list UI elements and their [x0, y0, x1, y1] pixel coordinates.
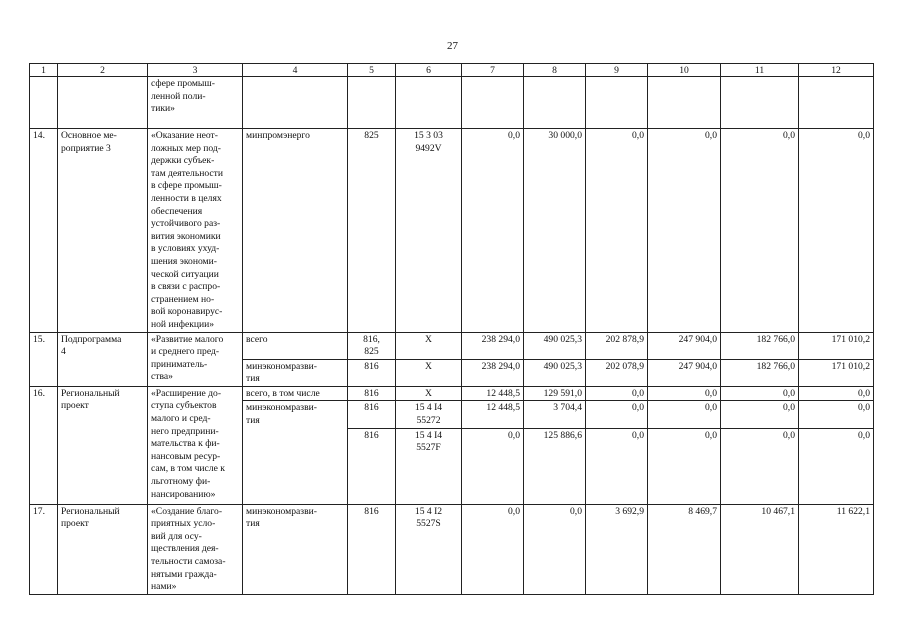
header-cell: 6 — [396, 64, 462, 77]
value-cell: 171 010,2 — [799, 359, 874, 386]
table-row-15 — [30, 332, 874, 359]
value-cell: 0,0 — [648, 428, 721, 504]
value-cell: 0,0 — [721, 386, 799, 401]
header-cell: 5 — [348, 64, 396, 77]
header-cell: 12 — [799, 64, 874, 77]
row-number: 15. — [30, 332, 58, 386]
value-cell: 3 692,9 — [586, 504, 648, 594]
header-cell: 4 — [243, 64, 348, 77]
value-cell: 0,0 — [462, 129, 524, 333]
value-cell: 0,0 — [799, 401, 874, 428]
value-cell: 171 010,2 — [799, 332, 874, 359]
value-cell: 3 704,4 — [524, 401, 586, 428]
value-cell: 11 622,1 — [799, 504, 874, 594]
grbs-code: 816 — [348, 359, 396, 386]
value-cell: 0,0 — [586, 428, 648, 504]
grbs-code: 816 — [348, 386, 396, 401]
header-cell: 2 — [58, 64, 148, 77]
executor: минэкономразви- тия — [243, 359, 348, 386]
grbs-code: 816 — [348, 504, 396, 594]
program-type: Основное ме- роприятие 3 — [58, 129, 148, 333]
table-row-continuation — [30, 77, 874, 129]
value-cell: 0,0 — [648, 129, 721, 333]
value-cell: 247 904,0 — [648, 332, 721, 359]
budget-table — [29, 63, 874, 595]
value-cell: 0,0 — [586, 401, 648, 428]
kbk-code: X — [396, 386, 462, 401]
value-cell: 10 467,1 — [721, 504, 799, 594]
value-cell: 125 886,6 — [524, 428, 586, 504]
value-cell: 490 025,3 — [524, 332, 586, 359]
value-cell: 490 025,3 — [524, 359, 586, 386]
value-cell: 238 294,0 — [462, 332, 524, 359]
program-name: сфере промыш- ленной поли- тики» — [148, 77, 243, 129]
value-cell: 0,0 — [799, 428, 874, 504]
value-cell: 247 904,0 — [648, 359, 721, 386]
value-cell: 202 878,9 — [586, 332, 648, 359]
executor: минэкономразви- тия — [243, 504, 348, 594]
header-cell: 7 — [462, 64, 524, 77]
row-number: 17. — [30, 504, 58, 594]
kbk-code: 15 4 I4 55272 — [396, 401, 462, 428]
executor: минэкономразви- тия — [243, 401, 348, 504]
program-name: «Оказание неот- ложных мер под- держки субъек- там деятельности в сфере промыш- ленности в целях обеспечения устойчивого раз- вития экономики в условиях ухуд- шения экономи- ческой ситуации в связи с распро- странением но- вой коронавирус- ной инфекции» — [148, 129, 243, 333]
value-cell: 238 294,0 — [462, 359, 524, 386]
grbs-code: 825 — [348, 129, 396, 333]
value-cell: 0,0 — [648, 401, 721, 428]
header-cell: 8 — [524, 64, 586, 77]
value-cell: 0,0 — [462, 504, 524, 594]
kbk-code: 15 4 I2 5527S — [396, 504, 462, 594]
value-cell: 12 448,5 — [462, 401, 524, 428]
value-cell: 0,0 — [721, 401, 799, 428]
value-cell: 8 469,7 — [648, 504, 721, 594]
program-name: «Развитие малого и среднего пред- приниматель- ства» — [148, 332, 243, 386]
value-cell: 182 766,0 — [721, 359, 799, 386]
table-row-16 — [30, 386, 874, 401]
header-cell: 3 — [148, 64, 243, 77]
value-cell: 129 591,0 — [524, 386, 586, 401]
value-cell: 0,0 — [799, 386, 874, 401]
program-name: «Создание благо- приятных усло- вий для осу- ществления дея- тельности самоза- нятыми гражда- нами» — [148, 504, 243, 594]
value-cell: 12 448,5 — [462, 386, 524, 401]
value-cell: 202 078,9 — [586, 359, 648, 386]
grbs-code: 816 — [348, 428, 396, 504]
value-cell: 0,0 — [799, 129, 874, 333]
header-cell: 9 — [586, 64, 648, 77]
value-cell: 30 000,0 — [524, 129, 586, 333]
page-number: 27 — [447, 40, 458, 52]
header-cell: 10 — [648, 64, 721, 77]
value-cell: 0,0 — [648, 386, 721, 401]
value-cell: 0,0 — [721, 428, 799, 504]
grbs-code: 816 — [348, 401, 396, 428]
header-row — [30, 64, 874, 77]
header-cell: 11 — [721, 64, 799, 77]
program-type: Региональный проект — [58, 504, 148, 594]
kbk-code: 15 3 03 9492V — [396, 129, 462, 333]
row-number: 16. — [30, 386, 58, 504]
grbs-code: 816, 825 — [348, 332, 396, 359]
value-cell: 182 766,0 — [721, 332, 799, 359]
program-type: Подпрограмма 4 — [58, 332, 148, 386]
value-cell: 0,0 — [586, 386, 648, 401]
program-name: «Расширение до- ступа субъектов малого и сред- него предприни- мательства к фи- нансовым ресур- сам, в том числе к льготному фи- нансированию» — [148, 386, 243, 504]
value-cell: 0,0 — [524, 504, 586, 594]
header-cell: 1 — [30, 64, 58, 77]
row-number: 14. — [30, 129, 58, 333]
kbk-code: X — [396, 359, 462, 386]
program-type: Региональный проект — [58, 386, 148, 504]
table-row-14 — [30, 129, 874, 333]
executor: всего — [243, 332, 348, 359]
executor: всего, в том числе — [243, 386, 348, 401]
table-row-17 — [30, 504, 874, 594]
value-cell: 0,0 — [462, 428, 524, 504]
executor: минпромэнерго — [243, 129, 348, 333]
kbk-code: 15 4 I4 5527F — [396, 428, 462, 504]
value-cell: 0,0 — [586, 129, 648, 333]
kbk-code: X — [396, 332, 462, 359]
value-cell: 0,0 — [721, 129, 799, 333]
